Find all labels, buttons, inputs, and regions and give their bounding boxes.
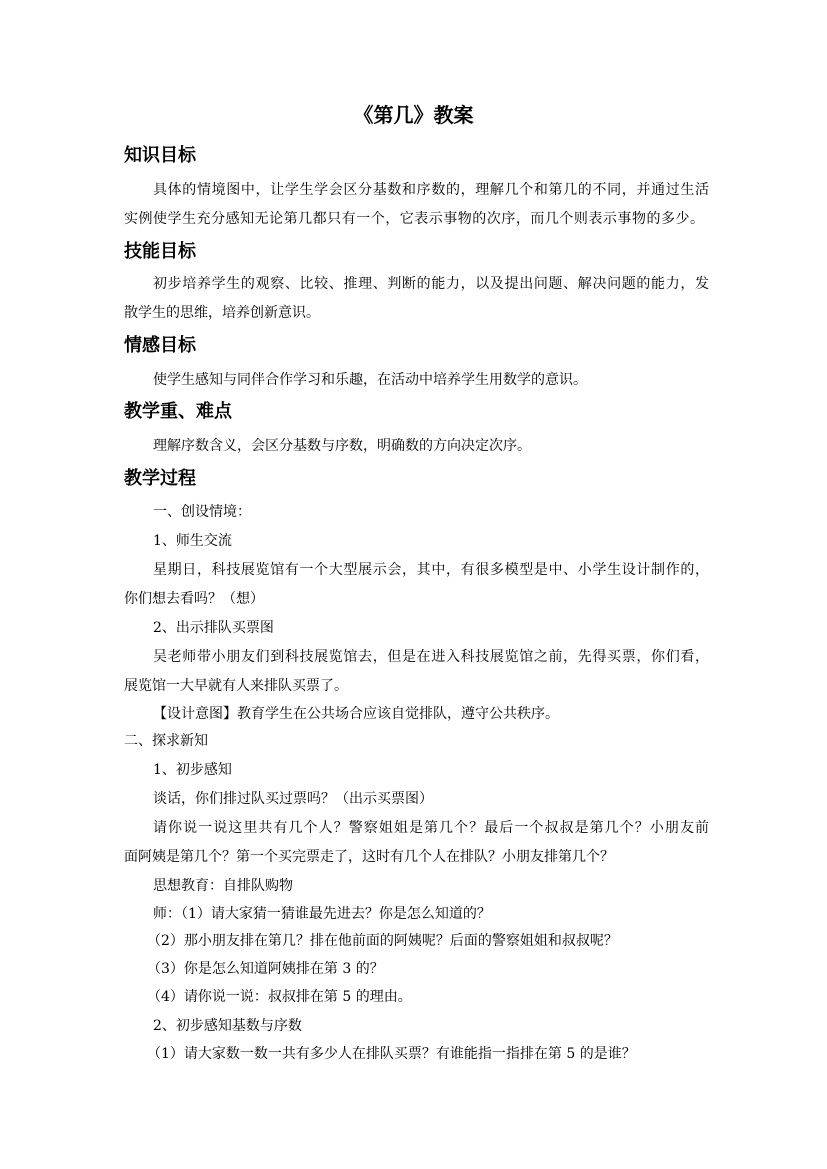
process-line: 面阿姨是第几个？第一个买完票走了，这时有几个人在排队？小朋友排第几个？ (124, 849, 614, 865)
process-line: （3）你是怎么知道阿姨排在第 3 的？ (147, 961, 384, 977)
process-line: 你们想去看吗？（想） (124, 591, 264, 607)
process-line: 思想教育：自排队购物 (153, 878, 293, 894)
process-line: 星期日，科技展览馆有一个大型展示会，其中，有很多模型是中、小学生设计制作的， (153, 562, 709, 578)
process-line: 二、探求新知 (124, 733, 208, 749)
process-line: 展览馆一大早就有人来排队买票了。 (124, 678, 348, 694)
heading-skill-goals: 技能目标 (124, 241, 196, 262)
process-line: 请你说一说这里共有几个人？警察姐姐是第几个？最后一个叔叔是第几个？小朋友前 (153, 820, 709, 836)
process-line: 师：（1）请大家猜一猜谁最先进去？你是怎么知道的？ (153, 906, 491, 922)
process-line: 吴老师带小朋友们到科技展览馆去，但是在进入科技展览馆之前，先得买票，你们看， (153, 649, 709, 665)
paragraph-line: 初步培养学生的观察、比较、推理、判断的能力，以及提出问题、解决问题的能力，发 (153, 276, 709, 292)
heading-key-points: 教学重、难点 (124, 401, 232, 422)
process-line: 1、初步感知 (153, 762, 232, 778)
document-title: 《第几》教案 (353, 103, 474, 127)
process-line: 2、初步感知基数与序数 (153, 1018, 302, 1034)
process-line: 谈话，你们排过队买过票吗？（出示买票图） (153, 791, 433, 807)
process-line: 1、师生交流 (153, 533, 232, 549)
process-line: 2、出示排队买票图 (153, 620, 274, 636)
paragraph-line: 散学生的思维，培养创新意识。 (124, 305, 320, 321)
heading-knowledge-goals: 知识目标 (124, 145, 196, 166)
process-line: 一、创设情境： (153, 504, 251, 520)
process-line: （2）那小朋友排在第几？排在他前面的阿姨呢？后面的警察姐姐和叔叔呢？ (147, 933, 618, 949)
process-line: 【设计意图】教育学生在公共场合应该自觉排队，遵守公共秩序。 (153, 706, 559, 722)
paragraph-line: 具体的情境图中，让学生学会区分基数和序数的，理解几个和第几的不同，并通过生活 (153, 182, 709, 198)
paragraph-line: 理解序数含义，会区分基数与序数，明确数的方向决定次序。 (153, 438, 531, 454)
process-line: （4）请你说一说：叔叔排在第 5 的理由。 (147, 989, 412, 1005)
heading-teaching-process: 教学过程 (124, 468, 196, 489)
process-line: （1）请大家数一数一共有多少人在排队买票？有谁能指一指排在第 5 的是谁？ (147, 1046, 636, 1062)
heading-emotion-goals: 情感目标 (124, 335, 196, 356)
paragraph-line: 使学生感知与同伴合作学习和乐趣，在活动中培养学生用数学的意识。 (153, 372, 587, 388)
paragraph-line: 实例使学生充分感知无论第几都只有一个，它表示事物的次序，而几个则表示事物的多少。 (124, 211, 704, 227)
